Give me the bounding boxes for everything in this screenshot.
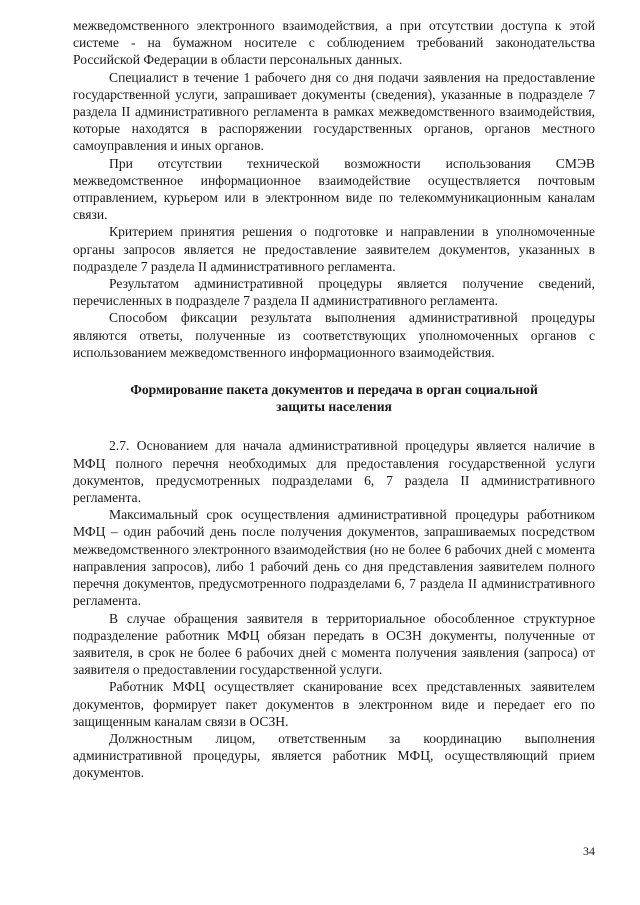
paragraph: В случае обращения заявителя в территориальное обособленное структурное подразделение работник МФЦ обязан передать в ОСЗН документы, полученные от заявителя, в срок не более 6 рабочих дней с момента получения заявления (запроса) от заявителя о предоставлении государственной услуги. [73,610,595,678]
paragraph: При отсутствии технической возможности использования СМЭВ межведомственное информационное взаимодействие осуществляется почтовым отправлением, курьером или в электронном виде по телекоммуникационным каналам связи. [73,155,595,223]
page-number: 34 [583,844,595,858]
paragraph: Способом фиксации результата выполнения административной процедуры являются ответы, полученные из соответствующих уполномоченных органов с использованием межведомственного информационного взаимодействия. [73,310,595,360]
paragraph: Результатом административной процедуры является получение сведений, перечисленных в подразделе 7 раздела II административного регламента. [73,276,595,309]
paragraph: межведомственного электронного взаимодействия, а при отсутствии доступа к этой системе - на бумажном носителе с соблюдением требований законодательства Российской Федерации в области персональных данных. [73,18,595,68]
body-text [73,17,595,782]
paragraph: Критерием принятия решения о подготовке и направлении в уполномоченные органы запросов является не предоставление заявителем документов, указанных в подразделе 7 раздела II административного регламента. [73,224,595,274]
paragraph: 2.7. Основанием для начала административной процедуры является наличие в МФЦ полного перечня необходимых для предоставления государственной услуги документов, предусмотренных подразделами 6, 7 раздела II административного регламента. [73,438,595,506]
paragraph: Должностным лицом, ответственным за координацию выполнения административной процедуры, является работник МФЦ, осуществляющий прием документов. [73,730,595,781]
section-heading: Формирование пакета документов и передача в орган социальной защиты населения [130,382,538,415]
paragraph: Максимальный срок осуществления административной процедуры работником МФЦ – один рабочий день после получения документов, запрашиваемых посредством межведомственного электронного взаимодействия (но не более 6 рабочих дней с момента направления запросов), либо 1 рабочий день со дня представления заявителем полного перечня документов, предусмотренного подразделами 6, 7 раздела II административного регламента. [73,507,595,609]
paragraph: Специалист в течение 1 рабочего дня со дня подачи заявления на предоставление государственной услуги, запрашивает документы (сведения), указанные в подразделе 7 раздела II административного регламента в рамках межведомственного взаимодействия, которые находятся в распоряжении государственных органов, органов местного самоуправления и иных органов. [73,69,595,154]
paragraph: Работник МФЦ осуществляет сканирование всех представленных заявителем документов, формирует пакет документов в электронном виде и передает его по защищенным каналам связи в ОСЗН. [73,679,595,729]
